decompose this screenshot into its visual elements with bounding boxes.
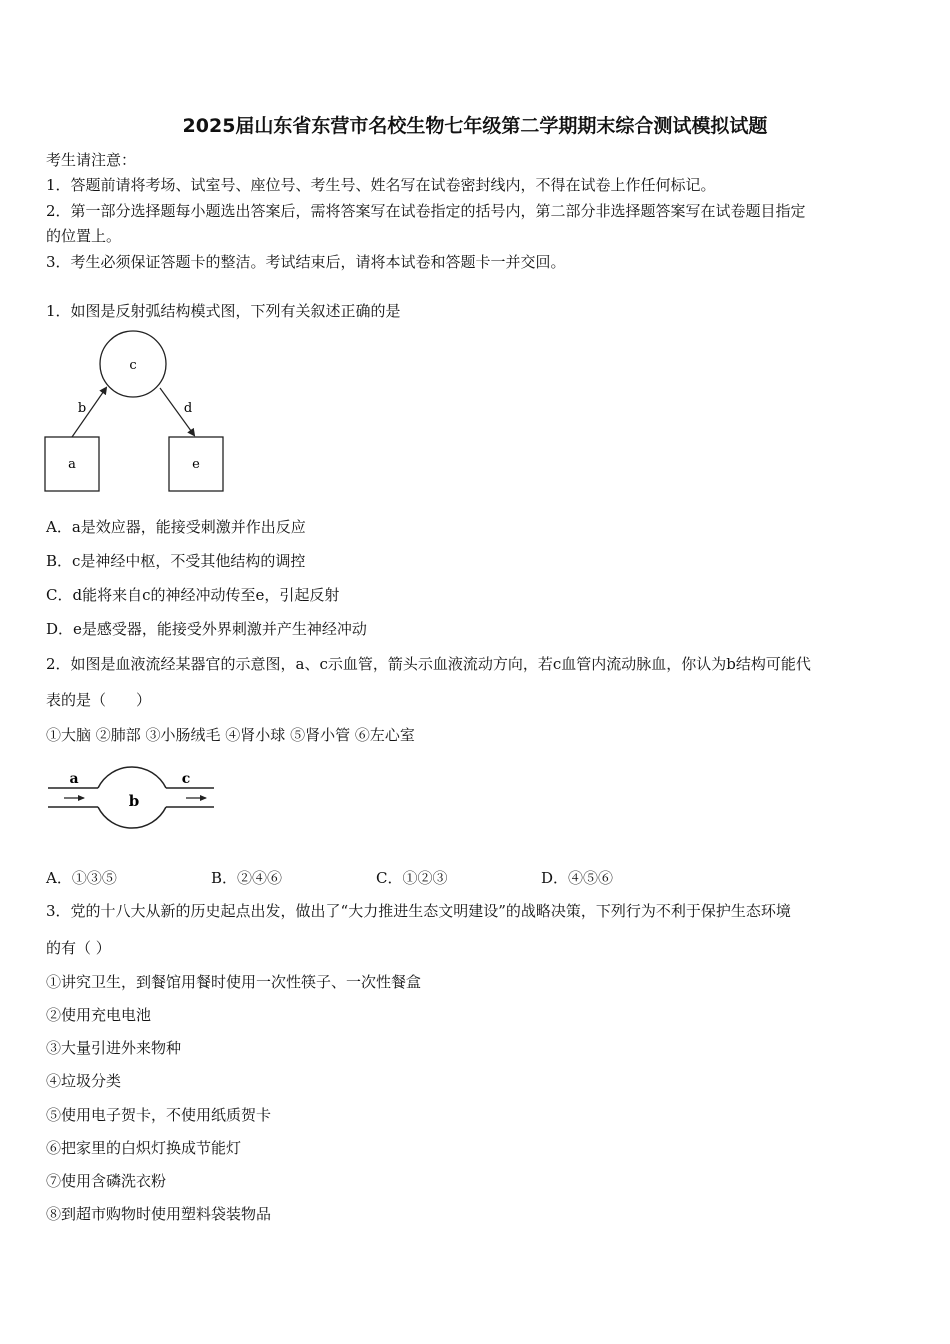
notice-item-3: 3．考生必须保证答题卡的整洁。考试结束后，请将本试卷和答题卡一并交回。 <box>46 253 566 271</box>
label-a: a <box>69 771 79 787</box>
page-title: 2025届山东省东营市名校生物七年级第二学期期末综合测试模拟试题 <box>182 115 768 137</box>
q3-item-1: ①讲究卫生，到餐馆用餐时使用一次性筷子、一次性餐盒 <box>46 973 422 991</box>
notice-heading: 考生请注意： <box>46 151 137 169</box>
circle-label-c: c <box>129 358 137 373</box>
box-label-a: a <box>68 457 76 472</box>
q1-stem: 1．如图是反射弧结构模式图，下列有关叙述正确的是 <box>46 302 401 320</box>
q3-stem-line1: 3．党的十八大从新的历史起点出发，做出了“大力推进生态文明建设”的战略决策，下列行为不利于保护生态环境 <box>46 902 791 920</box>
q3-item-5: ⑤使用电子贺卡，不使用纸质贺卡 <box>46 1106 272 1124</box>
box-label-e: e <box>192 457 200 472</box>
q3-stem-line2: 的有（ ） <box>46 939 111 957</box>
q1-option-c: C．d能将来自c的神经冲动传至e，引起反射 <box>46 586 340 604</box>
q1-option-a: A．a是效应器，能接受刺激并作出反应 <box>46 518 306 536</box>
q2-option-b: B．②④⑥ <box>211 869 283 887</box>
arrow-label-b: b <box>77 401 87 416</box>
q3-item-2: ②使用充电电池 <box>46 1006 152 1024</box>
label-c: c <box>181 771 191 787</box>
q1-option-d: D．e是感受器，能接受外界刺激并产生神经冲动 <box>46 620 367 638</box>
reflex-arc-diagram <box>40 326 240 496</box>
label-b: b <box>128 792 140 810</box>
q3-item-7: ⑦使用含磷洗衣粉 <box>46 1172 167 1190</box>
notice-item-1: 1．答题前请将考场、试室号、座位号、考生号、姓名写在试卷密封线内，不得在试卷上作任何标记。 <box>46 176 716 194</box>
q3-item-3: ③大量引进外来物种 <box>46 1039 182 1057</box>
q2-stem-line1: 2．如图是血液流经某器官的示意图，a、c示血管，箭头示血液流动方向，若c血管内流动脉血，你认为b结构可能代 <box>46 655 811 673</box>
q3-item-8: ⑧到超市购物时使用塑料袋装物品 <box>46 1205 272 1223</box>
q2-option-c: C．①②③ <box>376 869 448 887</box>
q3-item-4: ④垃圾分类 <box>46 1072 122 1090</box>
q2-choices: ①大脑 ②肺部 ③小肠绒毛 ④肾小球 ⑤肾小管 ⑥左心室 <box>46 726 415 744</box>
notice-item-2-cont: 的位置上。 <box>46 227 122 245</box>
arrow-label-d: d <box>183 401 193 416</box>
q2-stem-line2: 表的是（ ） <box>46 691 152 709</box>
notice-item-2: 2．第一部分选择题每小题选出答案后，需将答案写在试卷指定的括号内，第二部分非选择题答案写在试卷题目指定 <box>46 202 806 220</box>
q3-item-6: ⑥把家里的白炽灯换成节能灯 <box>46 1139 242 1157</box>
blood-flow-diagram <box>46 758 221 838</box>
q2-option-d: D．④⑤⑥ <box>541 869 614 887</box>
q2-option-a: A．①③⑤ <box>46 869 117 887</box>
q1-option-b: B．c是神经中枢，不受其他结构的调控 <box>46 552 306 570</box>
